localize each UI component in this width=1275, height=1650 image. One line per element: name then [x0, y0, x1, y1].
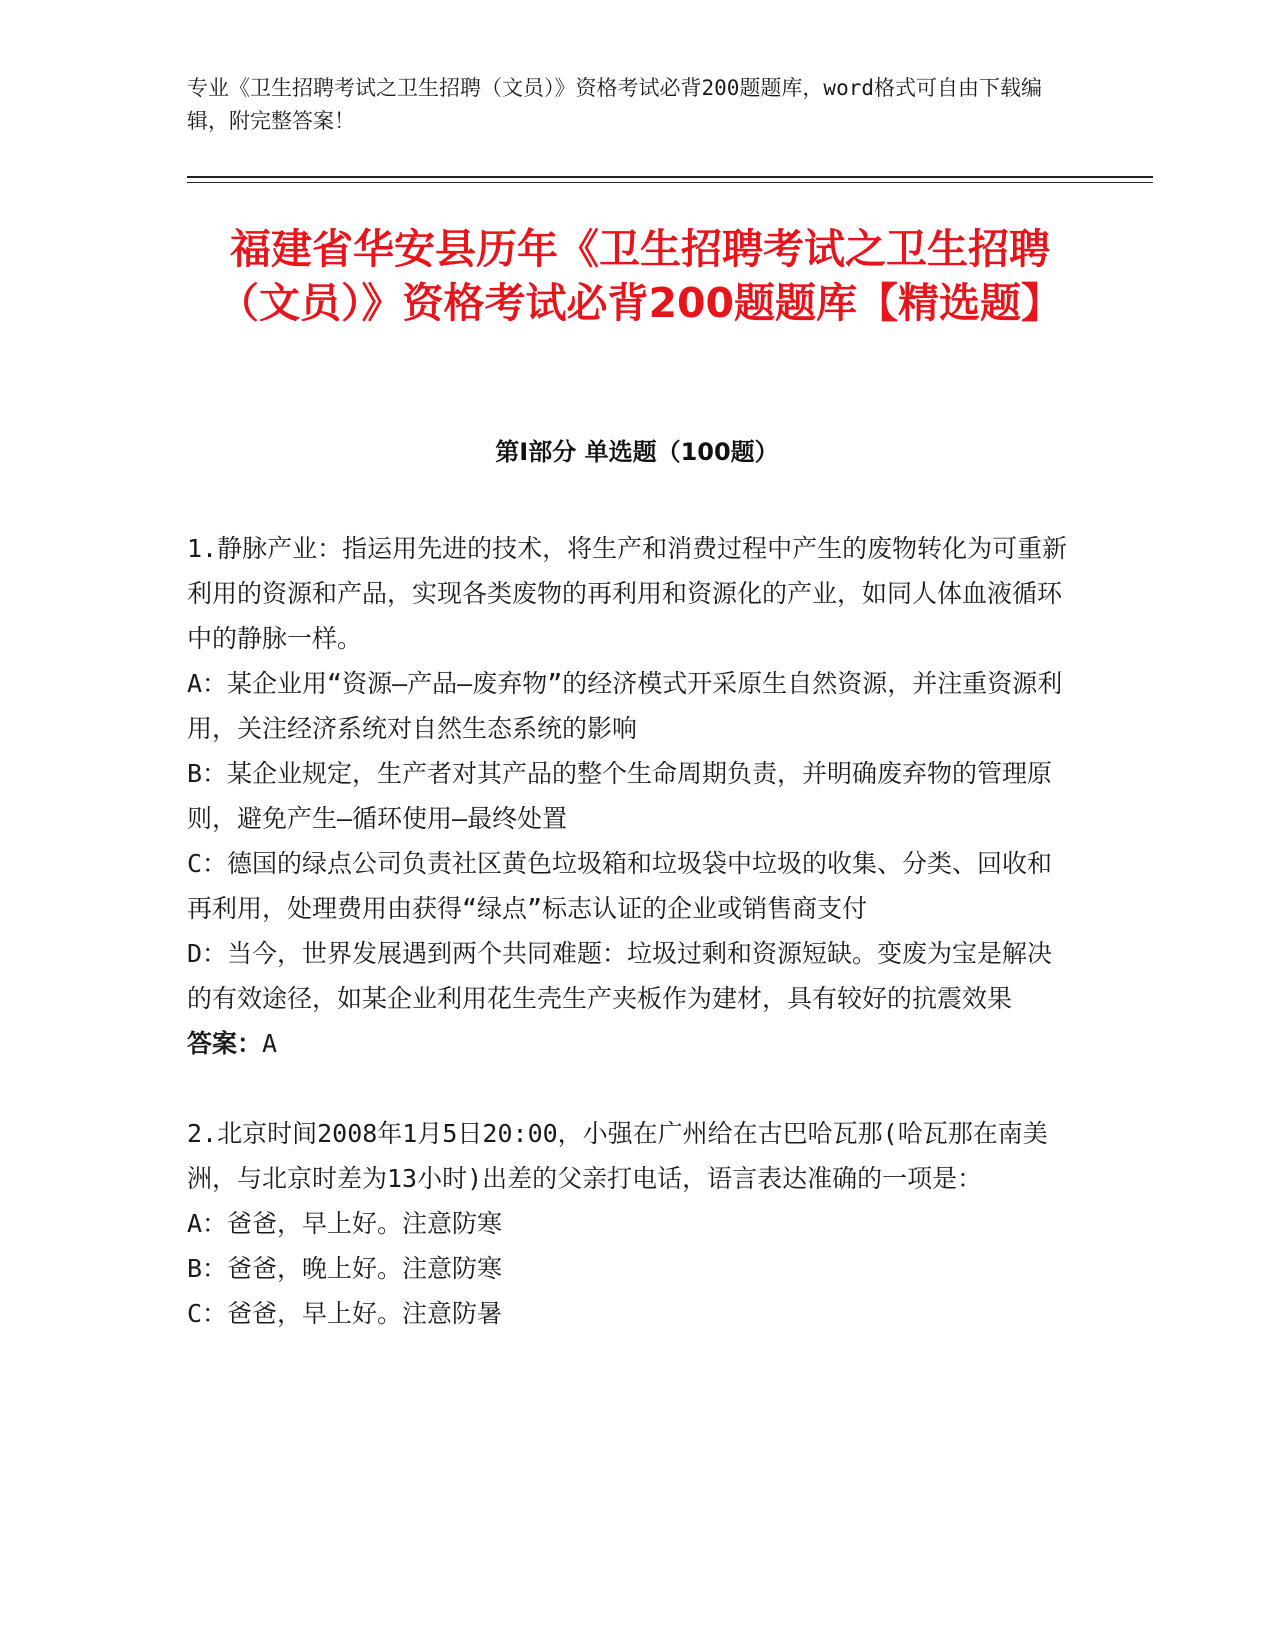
question-1	[187, 526, 1077, 1066]
header-divider-thick	[187, 176, 1153, 178]
answer-line	[187, 1021, 1077, 1066]
question-spacer	[187, 1066, 1077, 1111]
answer-label: 答案：	[187, 1029, 263, 1058]
section-title: 第I部分 单选题（100题）	[495, 438, 779, 466]
header-note: 专业《卫生招聘考试之卫生招聘（文员）》资格考试必背200题题库，word格式可自由下载编辑，附完整答案！	[187, 76, 1042, 133]
answer-value: A	[262, 1029, 278, 1058]
option-c: C：爸爸，早上好。注意防暑	[187, 1299, 503, 1328]
document-title: 福建省华安县历年《卫生招聘考试之卫生招聘（文员）》资格考试必背200题题库【精选题】	[217, 225, 1063, 327]
question-2	[187, 1111, 1077, 1336]
option-d: D：当今，世界发展遇到两个共同难题：垃圾过剩和资源短缺。变废为宝是解决的有效途径，如某企业利用花生壳生产夹板作为建材，具有较好的抗震效果	[187, 939, 1053, 1013]
option-b: B：爸爸，晚上好。注意防寒	[187, 1254, 503, 1283]
question-list	[187, 526, 1077, 1336]
header-divider-thin	[187, 182, 1153, 183]
option-a: A：某企业用“资源—产品—废弃物”的经济模式开采原生自然资源，并注重资源利用，关注经济系统对自然生态系统的影响	[187, 669, 1063, 743]
option-a: A：爸爸，早上好。注意防寒	[187, 1209, 503, 1238]
option-b: B：某企业规定，生产者对其产品的整个生命周期负责，并明确废弃物的管理原则，避免产生—循环使用—最终处置	[187, 759, 1053, 833]
question-text: 1.静脉产业：指运用先进的技术，将生产和消费过程中产生的废物转化为可重新利用的资源和产品，实现各类废物的再利用和资源化的产业，如同人体血液循环中的静脉一样。	[187, 534, 1068, 653]
option-c: C：德国的绿点公司负责社区黄色垃圾箱和垃圾袋中垃圾的收集、分类、回收和再利用，处理费用由获得“绿点”标志认证的企业或销售商支付	[187, 849, 1053, 923]
question-text: 2.北京时间2008年1月5日20:00，小强在广州给在古巴哈瓦那(哈瓦那在南美洲，与北京时差为13小时)出差的父亲打电话，语言表达准确的一项是：	[187, 1119, 1048, 1193]
